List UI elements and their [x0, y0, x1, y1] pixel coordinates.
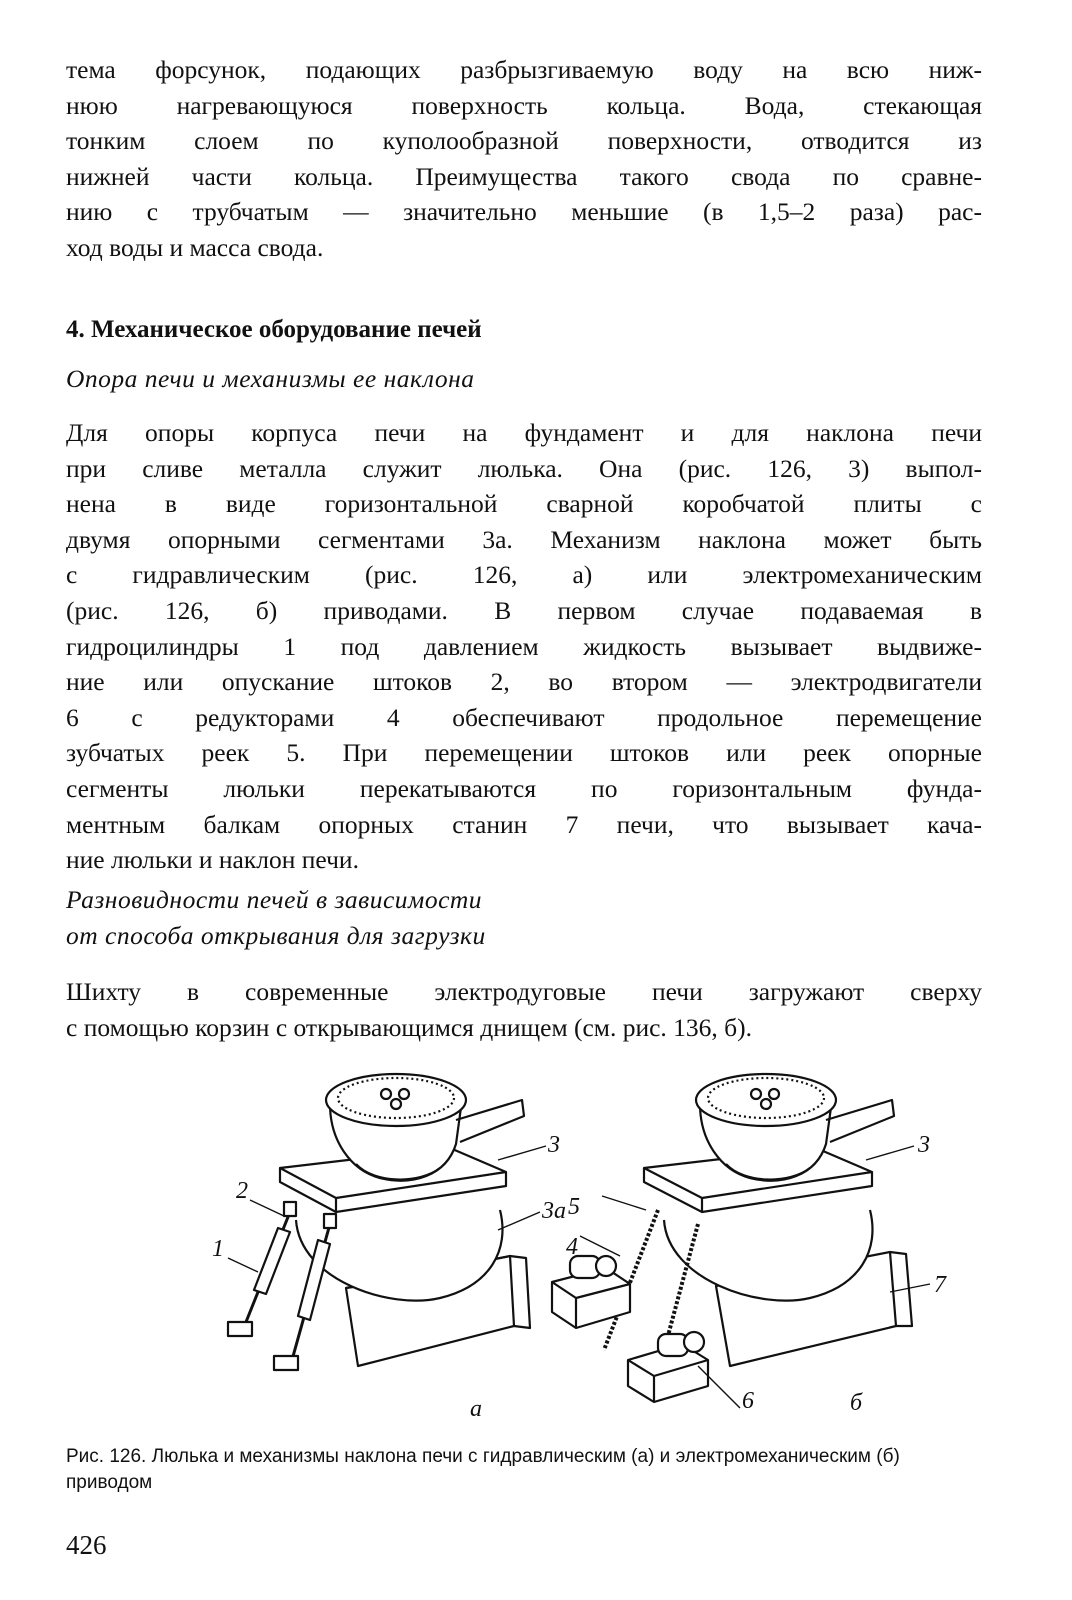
text-line: гидроцилиндры 1 под давлением жидкость вызывает выдвиже-	[66, 631, 982, 661]
text-line: 6 с редукторами 4 обеспечивают продольное перемещение	[66, 702, 982, 732]
figure-label: 3а	[542, 1198, 566, 1224]
figure-caption: Рис. 126. Люлька и механизмы наклона печи с гидравлическим (а) и электромеханическим (б) приводом	[66, 1446, 900, 1493]
subheading-varieties	[66, 882, 486, 954]
subfigure-label-a: а	[470, 1396, 482, 1422]
text-line: нию с трубчатым — значительно меньшие (в 1,5–2 раза) рас-	[66, 197, 982, 227]
figure-label: 1	[212, 1236, 224, 1262]
text-line: ние или опускание штоков 2, во втором — электродвигатели	[66, 667, 982, 697]
subheading-support: Опора печи и механизмы ее наклона	[66, 364, 475, 393]
figure-label: 2	[236, 1178, 248, 1204]
paragraph-1	[66, 52, 982, 266]
furnace-variant-a	[228, 1074, 546, 1370]
text-line: тонким слоем по куполообразной поверхности, отводится из	[66, 126, 982, 156]
figure-126	[150, 1060, 970, 1430]
text-line: при сливе металла служит люлька. Она (рис. 126, 3) выпол-	[66, 453, 982, 483]
figure-label: 3	[918, 1132, 930, 1158]
text-line: с гидравлическим (рис. 126, а) или электромеханическим	[66, 560, 982, 590]
text-line: нена в виде горизонтальной сварной коробчатой плиты с	[66, 489, 982, 519]
section-heading: 4. Механическое оборудование печей	[66, 316, 482, 343]
text-line: с помощью корзин с открывающимся днищем (см. рис. 136, б).	[66, 1012, 752, 1042]
text-line: Шихту в современные электродуговые печи загружают сверху	[66, 977, 982, 1006]
text-line: ход воды и масса свода.	[66, 232, 324, 262]
subfigure-label-b: б	[850, 1390, 863, 1416]
furnace-variant-b	[552, 1074, 930, 1408]
figure-label: 3	[548, 1132, 560, 1158]
text-line: тема форсунок, подающих разбрызгиваемую воду на всю ниж-	[66, 55, 982, 84]
text-line: нюю нагревающуюся поверхность кольца. Вода, стекающая	[66, 90, 982, 120]
paragraph-2	[66, 415, 982, 878]
subheading-line: от способа открывания для загрузки	[66, 921, 486, 950]
figure-label: 7	[934, 1272, 946, 1298]
text-line: ментным балкам опорных станин 7 печи, что вызывает кача-	[66, 809, 982, 839]
text-line: Для опоры корпуса печи на фундамент и для наклона печи	[66, 418, 982, 447]
text-line: (рис. 126, б) приводами. В первом случае подаваемая в	[66, 595, 982, 625]
text-line: ние люльки и наклон печи.	[66, 845, 359, 875]
text-line: нижней части кольца. Преимущества такого свода по сравне-	[66, 161, 982, 191]
page-number: 426	[66, 1530, 107, 1560]
subheading-line: Разновидности печей в зависимости	[66, 885, 483, 914]
text-line: зубчатых реек 5. При перемещении штоков или реек опорные	[66, 738, 982, 768]
text-line: сегменты люльки перекатываются по горизонтальным фунда-	[66, 773, 982, 803]
paragraph-3	[66, 974, 982, 1045]
text-line: двумя опорными сегментами 3а. Механизм наклона может быть	[66, 524, 982, 554]
figure-drawing	[150, 1060, 970, 1430]
figure-label: 6	[742, 1388, 754, 1414]
figure-label: 5	[568, 1194, 580, 1220]
figure-label: 4	[566, 1234, 578, 1260]
